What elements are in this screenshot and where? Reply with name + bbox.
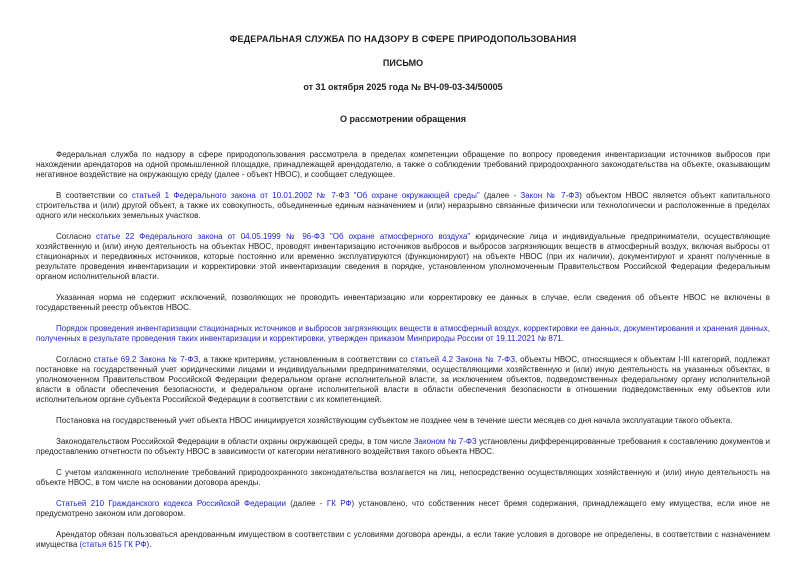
text-segment: Законодательством Российской Федерации в области охраны окружающей среды, в том числе xyxy=(56,437,414,446)
text-segment: , а также критериям, установленным в соответствии со xyxy=(198,355,411,364)
legal-reference-link[interactable]: Порядок проведения инвентаризации стационарных источников и выбросов загрязняющих веществ в атмосферный воздух, корректировки ее данных, документирования и хранения данных, полученных в результате проведения таких инвентаризации и корректировки, утвержден приказом Минприроды России от 19.11.2021 № 871. xyxy=(36,324,770,343)
text-segment: Федеральная служба по надзору в сфере природопользования рассмотрела в пределах компетенции обращение по вопросу проведения инвентаризации источников выбросов при нахождении арендаторов на одной промышленной площадке, принадлежащей арендодателю, а также о соблюдении требований природоохранного законодательства на объекте, оказывающим негативное воздействие на окружающую среду (далее - объект НВОС), и сообщает следующее. xyxy=(36,150,770,179)
paragraph xyxy=(36,468,770,488)
paragraph xyxy=(36,416,770,426)
paragraph xyxy=(36,232,770,282)
paragraph xyxy=(36,437,770,457)
text-segment: . xyxy=(149,540,152,549)
paragraph xyxy=(36,530,770,550)
text-segment: , объекты НВОС, относящиеся к объектам I-III категорий, подлежат постановке на государственный учет юридическими лицами и индивидуальными предпринимателями, осуществляющими хозяйственную и (или) иную деятельность на указанных объектах, в уполномоченном Правительством Российской Федерации федеральном органе исполнительной власти, за исключением объектов, подведомственных федеральному органу исполнительной власти в области обеспечения безопасности, и федеральном органе исполнительной власти в области обеспечения безопасности в отношении подведомственных ему объектов или исполнительном органе субъекта Российской Федерации в соответствии с их компетенцией. xyxy=(36,355,770,404)
org-name-title: ФЕДЕРАЛЬНАЯ СЛУЖБА ПО НАДЗОРУ В СФЕРЕ ПРИРОДОПОЛЬЗОВАНИЯ xyxy=(229,34,577,44)
legal-reference-link[interactable]: статье 22 Федерального закона от 04.05.1999 № 96-ФЗ "Об охране атмосферного воздуха" xyxy=(96,232,471,241)
paragraph xyxy=(36,293,770,313)
paragraph xyxy=(36,499,770,519)
legal-reference-link[interactable]: (статья 615 ГК РФ) xyxy=(79,540,150,549)
text-segment: (далее - xyxy=(285,499,327,508)
text-segment: ) установлено, что собственник несет бремя содержания, принадлежащего ему имущества, если иное не предусмотрено законом или договором. xyxy=(36,499,770,518)
text-segment: С учетом изложенного исполнение требований природоохранного законодательства возлагается на лиц, непосредственно осуществляющих хозяйственную и (или) иную деятельность на объекте НВОС, в том числе на основании договора аренды. xyxy=(36,468,770,487)
document-subject: О рассмотрении обращения xyxy=(339,114,467,124)
text-segment: (далее - xyxy=(479,191,521,200)
paragraph xyxy=(36,324,770,344)
legal-reference-link[interactable]: Закон № 7-ФЗ xyxy=(520,191,580,200)
text-segment: Арендатор обязан пользоваться арендованным имуществом в соответствии с условиями договора аренды, а если такие условия в договоре не определены, в соответствии с назначением имущества xyxy=(36,530,770,549)
legal-reference-link[interactable]: статьей 4.2 Закона № 7-ФЗ xyxy=(410,355,516,364)
text-segment: Постановка на государственный учет объекта НВОС инициируется хозяйствующим субъектом не позднее чем в течение шести месяцев со дня начала эксплуатации такого объекта. xyxy=(56,416,733,425)
text-segment: Указанная норма не содержит исключений, позволяющих не проводить инвентаризацию или корректировку ее данных в случае, если сведения об объекте НВОС не включены в государственный реестр объектов НВОС. xyxy=(36,293,770,312)
legal-reference-link[interactable]: Статьей 210 Гражданского кодекса Российской Федерации xyxy=(56,499,286,508)
paragraph xyxy=(36,355,770,405)
paragraph xyxy=(36,150,770,180)
text-segment: установлены дифференцированные требования к составлению документов и предоставлению отчетности по объекту НВОС в зависимости от категории негативного воздействия такого объекта НВОС. xyxy=(36,437,771,456)
text-segment: Согласно xyxy=(56,355,94,364)
document-date-number: от 31 октября 2025 года № ВЧ-09-03-34/50005 xyxy=(303,82,503,92)
document-type-heading: ПИСЬМО xyxy=(382,58,424,68)
text-segment: Согласно xyxy=(56,232,97,241)
legal-reference-link[interactable]: статье 69.2 Закона № 7-ФЗ xyxy=(93,355,199,364)
paragraph xyxy=(36,191,770,221)
document-body xyxy=(36,150,770,550)
legal-reference-link[interactable]: статьей 1 Федерального закона от 10.01.2002 № 7-ФЗ "Об охране окружающей среды" xyxy=(131,191,480,200)
legal-reference-link[interactable]: Законом № 7-ФЗ xyxy=(413,437,477,446)
document-header xyxy=(36,34,770,124)
text-segment: юридические лица и индивидуальные предприниматели, осуществляющие хозяйственную и (или) иную деятельность на объектах НВОС, проводят инвентаризацию источников выбросов и выбросов загрязняющих веществ в атмосферный воздух, включая выбросы от стационарных и передвижных источников, которые постоянно или временно эксплуатируются (функционируют) на объекте НВОС (при их наличии), документируют и хранят полученные в результате проведения инвентаризации и корректировки этой инвентаризации сведения в порядке, установленном уполномоченным Правительством Российской Федерации федеральным органом исполнительной власти. xyxy=(36,232,771,281)
text-segment: ) объектом НВОС является объект капитального строительства и (или) другой объект, а также их совокупность, объединенные единым назначением и (или) неразрывно связанные физически или технологически и расположенные в пределах одного или нескольких земельных участков. xyxy=(36,191,771,220)
text-segment: В соответствии со xyxy=(56,191,132,200)
legal-reference-link[interactable]: ГК РФ xyxy=(326,499,352,508)
